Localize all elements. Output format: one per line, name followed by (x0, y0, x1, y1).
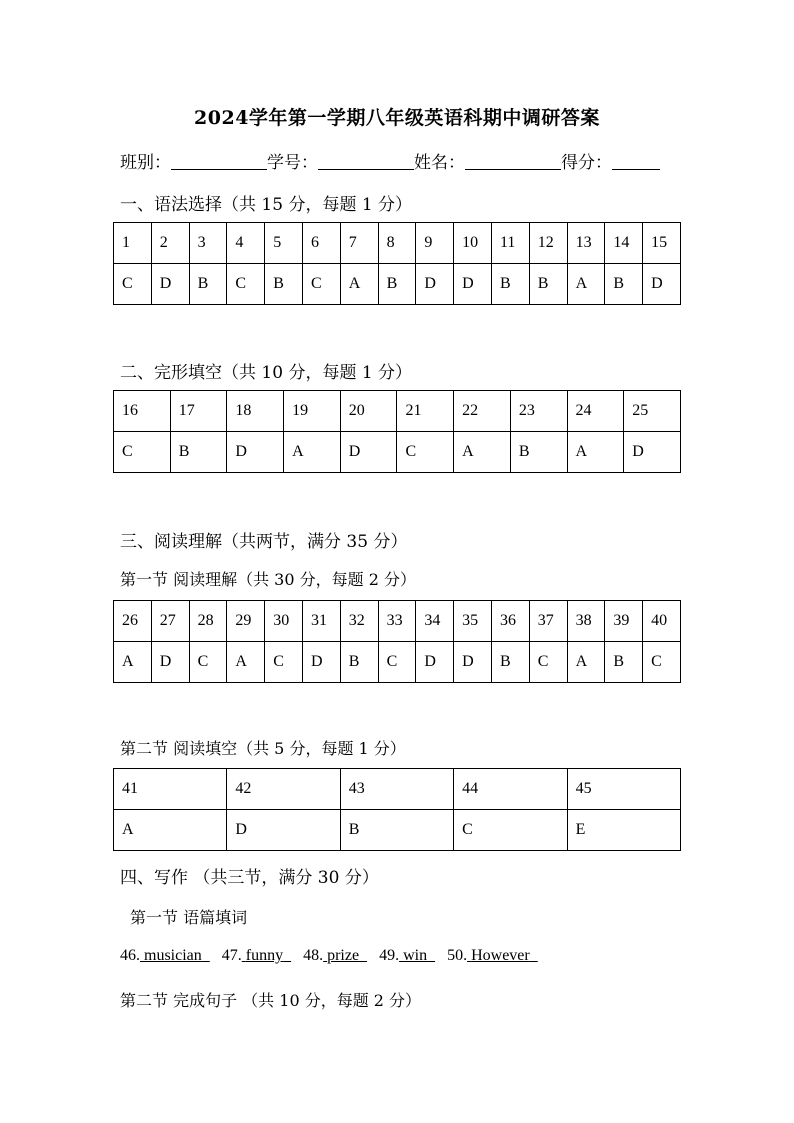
student-info-line (120, 148, 660, 173)
answer-cell: B (170, 432, 227, 473)
question-number-cell: 40 (643, 601, 681, 642)
question-number-cell: 4 (227, 223, 265, 264)
answer-cell: A (284, 432, 341, 473)
question-number-cell: 24 (567, 391, 624, 432)
answer-cell: A (567, 264, 605, 305)
section4-heading: 四、写作 （共三节，满分 30 分） (120, 868, 379, 888)
answer-cell: A (567, 432, 624, 473)
question-number-cell: 5 (265, 223, 303, 264)
answer-cell: C (265, 642, 303, 683)
answer-cell: E (567, 810, 680, 851)
answer-cell: D (340, 432, 397, 473)
answer-cell: C (227, 264, 265, 305)
score-label: 得分： (561, 153, 612, 173)
question-number-cell: 39 (605, 601, 643, 642)
section1-answer-table (113, 222, 681, 305)
fill-in-answers (120, 947, 538, 965)
answer-cell: B (491, 264, 529, 305)
fill-answer: musician (144, 947, 202, 964)
table-row-numbers (114, 391, 681, 432)
question-number-cell: 13 (567, 223, 605, 264)
answer-cell: A (454, 432, 511, 473)
answer-cell: C (454, 810, 567, 851)
fill-number: 49. (379, 947, 400, 964)
table-row-numbers (114, 769, 681, 810)
question-number-cell: 32 (340, 601, 378, 642)
table-row-numbers (114, 223, 681, 264)
fill-answer: prize (327, 947, 360, 964)
answer-cell: A (340, 264, 378, 305)
question-number-cell: 10 (454, 223, 492, 264)
answer-cell: C (114, 432, 171, 473)
question-number-cell: 35 (454, 601, 492, 642)
question-number-cell: 6 (302, 223, 340, 264)
answer-cell: A (114, 810, 227, 851)
answer-cell: C (302, 264, 340, 305)
answer-cell: D (624, 432, 681, 473)
question-number-cell: 33 (378, 601, 416, 642)
question-number-cell: 19 (284, 391, 341, 432)
section4-part1-heading: 第一节 语篇填词 (130, 908, 248, 927)
question-number-cell: 11 (491, 223, 529, 264)
answer-cell: D (151, 642, 189, 683)
question-number-cell: 45 (567, 769, 680, 810)
answer-cell: D (302, 642, 340, 683)
question-number-cell: 27 (151, 601, 189, 642)
fill-answer: funny (245, 947, 284, 964)
question-number-cell: 9 (416, 223, 454, 264)
answer-cell: B (605, 642, 643, 683)
question-number-cell: 20 (340, 391, 397, 432)
fill-number: 48. (303, 947, 324, 964)
section3-part1-heading: 第一节 阅读理解（共 30 分，每题 2 分） (120, 570, 416, 589)
question-number-cell: 37 (529, 601, 567, 642)
section3-part1-answer-table (113, 600, 681, 683)
table-row-answers (114, 432, 681, 473)
class-blank (171, 151, 267, 170)
question-number-cell: 30 (265, 601, 303, 642)
question-number-cell: 1 (114, 223, 152, 264)
table-row-answers (114, 810, 681, 851)
question-number-cell: 38 (567, 601, 605, 642)
section4-part2-heading: 第二节 完成句子 （共 10 分，每题 2 分） (120, 991, 422, 1010)
answer-cell: C (529, 642, 567, 683)
question-number-cell: 31 (302, 601, 340, 642)
answer-cell: C (378, 642, 416, 683)
section1-heading: 一、语法选择（共 15 分，每题 1 分） (120, 195, 413, 215)
section2-answer-table (113, 390, 681, 473)
page-title: 2024学年第一学期八年级英语科期中调研答案 (194, 107, 600, 129)
question-number-cell: 3 (189, 223, 227, 264)
name-label: 姓名： (414, 153, 465, 173)
answer-cell: B (189, 264, 227, 305)
answer-cell: C (114, 264, 152, 305)
answer-cell: B (378, 264, 416, 305)
question-number-cell: 21 (397, 391, 454, 432)
answer-cell: B (529, 264, 567, 305)
fill-number: 47. (221, 947, 242, 964)
answer-cell: A (227, 642, 265, 683)
answer-cell: D (227, 810, 340, 851)
question-number-cell: 36 (491, 601, 529, 642)
answer-cell: B (340, 810, 453, 851)
answer-cell: D (454, 642, 492, 683)
question-number-cell: 23 (510, 391, 567, 432)
question-number-cell: 42 (227, 769, 340, 810)
answer-cell: D (643, 264, 681, 305)
fill-number: 46. (120, 947, 140, 964)
answer-cell: C (397, 432, 454, 473)
question-number-cell: 2 (151, 223, 189, 264)
answer-cell: C (643, 642, 681, 683)
question-number-cell: 17 (170, 391, 227, 432)
id-blank (318, 151, 414, 170)
question-number-cell: 15 (643, 223, 681, 264)
question-number-cell: 28 (189, 601, 227, 642)
table-row-answers (114, 642, 681, 683)
section3-part2-heading: 第二节 阅读填空（共 5 分，每题 1 分） (120, 739, 406, 758)
answer-cell: D (151, 264, 189, 305)
question-number-cell: 41 (114, 769, 227, 810)
answer-cell: A (567, 642, 605, 683)
section3-heading: 三、阅读理解（共两节，满分 35 分） (120, 532, 408, 552)
fill-answer: win (403, 947, 428, 964)
section3-part2-answer-table (113, 768, 681, 851)
answer-cell: D (416, 642, 454, 683)
question-number-cell: 26 (114, 601, 152, 642)
answer-cell: B (605, 264, 643, 305)
answer-cell: C (189, 642, 227, 683)
table-row-answers (114, 264, 681, 305)
class-label: 班别： (120, 153, 171, 173)
fill-answer: However (471, 947, 530, 964)
fill-number: 50. (447, 947, 468, 964)
name-blank (465, 151, 561, 170)
answer-cell: B (510, 432, 567, 473)
score-blank (612, 151, 660, 170)
question-number-cell: 8 (378, 223, 416, 264)
answer-cell: D (416, 264, 454, 305)
answer-cell: B (340, 642, 378, 683)
id-label: 学号： (267, 153, 318, 173)
answer-cell: B (265, 264, 303, 305)
answer-cell: A (114, 642, 152, 683)
question-number-cell: 43 (340, 769, 453, 810)
question-number-cell: 25 (624, 391, 681, 432)
question-number-cell: 14 (605, 223, 643, 264)
question-number-cell: 22 (454, 391, 511, 432)
question-number-cell: 18 (227, 391, 284, 432)
question-number-cell: 29 (227, 601, 265, 642)
question-number-cell: 34 (416, 601, 454, 642)
section2-heading: 二、完形填空（共 10 分，每题 1 分） (120, 363, 413, 383)
table-row-numbers (114, 601, 681, 642)
answer-cell: B (491, 642, 529, 683)
question-number-cell: 16 (114, 391, 171, 432)
question-number-cell: 12 (529, 223, 567, 264)
question-number-cell: 44 (454, 769, 567, 810)
question-number-cell: 7 (340, 223, 378, 264)
answer-cell: D (454, 264, 492, 305)
answer-cell: D (227, 432, 284, 473)
